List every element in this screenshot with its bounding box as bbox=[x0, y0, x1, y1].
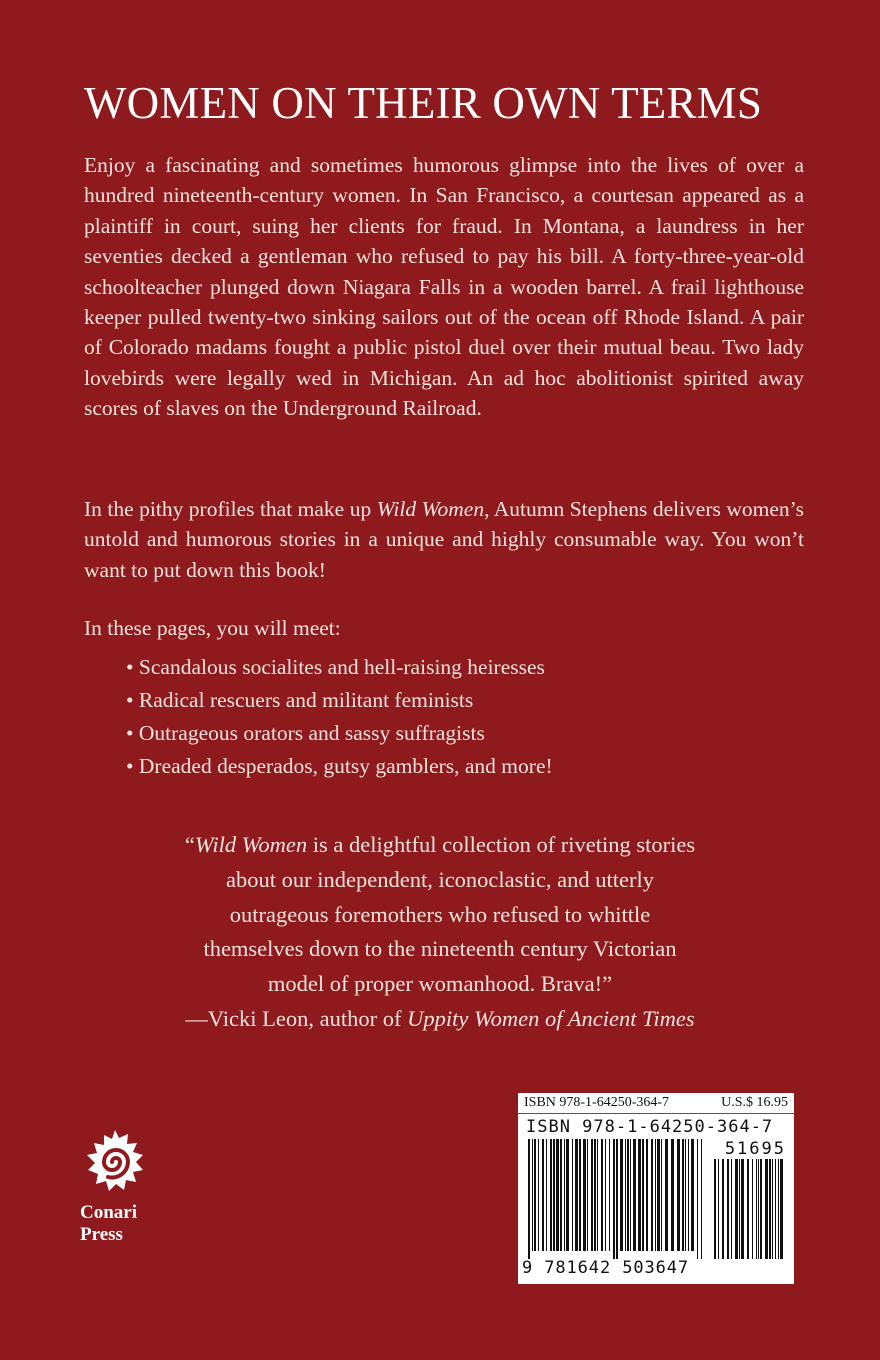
barcode-bar bbox=[538, 1139, 539, 1251]
barcode-bar bbox=[542, 1139, 544, 1251]
barcode-bar bbox=[752, 1159, 753, 1259]
quote-line: themselves down to the nineteenth century Victorian bbox=[203, 936, 677, 962]
bullets-intro: In these pages, you will meet: bbox=[84, 616, 341, 640]
ean-digits: 9 781642 503647 bbox=[522, 1258, 690, 1278]
quote-line bbox=[80, 828, 800, 863]
quote-book-title: Wild Women bbox=[194, 832, 308, 857]
barcode-bar bbox=[605, 1139, 606, 1251]
bullet-list bbox=[126, 651, 553, 783]
publisher-name-line2: Press bbox=[80, 1224, 123, 1245]
barcode-bar bbox=[778, 1159, 779, 1259]
barcode-bar bbox=[613, 1139, 615, 1259]
bullet-item: • Radical rescuers and militant feminists bbox=[126, 688, 474, 712]
barcode-bar bbox=[769, 1159, 771, 1259]
barcode-bar bbox=[691, 1139, 694, 1251]
barcode-bar bbox=[731, 1159, 732, 1259]
barcode-bar bbox=[638, 1139, 641, 1251]
barcode-bar bbox=[630, 1139, 631, 1251]
quote-line1-text: is a delightful collection of riveting stories bbox=[307, 832, 696, 857]
barcode-bar bbox=[534, 1139, 536, 1251]
barcode-bar bbox=[651, 1139, 653, 1251]
summary-paragraph bbox=[84, 494, 804, 585]
barcode-bar bbox=[655, 1139, 656, 1251]
publisher-logo bbox=[78, 1128, 158, 1246]
barcode-bar bbox=[553, 1139, 555, 1251]
description-paragraph: Enjoy a fascinating and sometimes humorous glimpse into the lives of over a hundred nineteenth-century women. In San Francisco, a courtesan appeared as a plaintiff in court, suing her clients for fraud. In Montana, a laundress in her seventies decked a gentleman who refused to pay his bill. A forty-three-year-old schoolteacher plunged down Niagara Falls in a wooden barrel. A frail lighthouse keeper pulled twenty-two sinking sailors out of the ocean off Rhode Island. A pair of Colorado madams fought a public pistol duel over their mutual beau. Two lady lovebirds were legally wed in Michigan. An ad hoc abolitionist spirited away scores of slaves on the Underground Railroad. bbox=[84, 153, 804, 421]
publisher-name-line1: Conari bbox=[80, 1202, 137, 1223]
price-label: U.S.$ 16.95 bbox=[721, 1095, 788, 1110]
barcode-bar bbox=[665, 1139, 668, 1251]
barcode-bar bbox=[685, 1139, 686, 1251]
barcode-bar bbox=[682, 1139, 684, 1251]
barcode-bar bbox=[677, 1139, 680, 1251]
barcode-bar bbox=[625, 1139, 626, 1251]
barcode-bar bbox=[546, 1139, 547, 1251]
quote-open-mark: “ bbox=[184, 832, 195, 857]
barcode-bar bbox=[572, 1139, 573, 1251]
barcode-bar bbox=[620, 1139, 623, 1251]
barcode-bar bbox=[583, 1139, 586, 1251]
barcode-bar bbox=[760, 1159, 762, 1259]
barcode-bar bbox=[758, 1159, 759, 1259]
attribution-book-title: Uppity Women of Ancient Times bbox=[407, 1005, 695, 1031]
barcode-bar bbox=[575, 1139, 578, 1251]
quote-line: model of proper womanhood. Brava!” bbox=[267, 971, 613, 997]
bullet-item: • Dreaded desperados, gutsy gamblers, and more! bbox=[126, 754, 553, 778]
barcode-bar bbox=[756, 1159, 757, 1259]
quote-line: outrageous foremothers who refused to whittle bbox=[229, 901, 651, 927]
isbn-barcode-text: ISBN 978-1-64250-364-7 bbox=[526, 1117, 774, 1137]
barcode-bar bbox=[556, 1139, 559, 1251]
barcode-bar bbox=[616, 1139, 618, 1259]
barcode-bar bbox=[587, 1139, 588, 1251]
barcode-bar bbox=[591, 1139, 593, 1251]
barcode-bar bbox=[627, 1139, 629, 1251]
barcode-bar bbox=[671, 1139, 674, 1251]
endorsement-quote bbox=[80, 828, 800, 1037]
barcode-bar bbox=[747, 1159, 749, 1259]
summary-text-before: In the pithy profiles that make up bbox=[84, 497, 377, 521]
barcode-bar bbox=[688, 1139, 689, 1251]
barcode-bar bbox=[642, 1139, 644, 1251]
barcode-bar bbox=[633, 1139, 636, 1251]
barcode-bar bbox=[772, 1159, 773, 1259]
isbn-label: ISBN 978-1-64250-364-7 bbox=[524, 1095, 670, 1110]
bullet-item: • Outrageous orators and sassy suffragists bbox=[126, 721, 485, 745]
spiral-flame-logo-icon bbox=[82, 1128, 148, 1198]
barcode-bar bbox=[609, 1139, 610, 1251]
barcode-bar bbox=[564, 1139, 565, 1251]
barcode-bar bbox=[597, 1139, 598, 1251]
barcode-bar bbox=[601, 1139, 603, 1251]
book-title: Wild Women bbox=[376, 497, 485, 521]
barcode-bar bbox=[657, 1139, 660, 1251]
barcode-bar bbox=[765, 1159, 768, 1259]
isbn-price-row bbox=[518, 1093, 794, 1114]
barcode-bar bbox=[560, 1139, 562, 1251]
attribution-prefix: —Vicki Leon, author of bbox=[185, 1005, 408, 1031]
summary-text-after: , Autumn Stephens delivers women’s untold and humorous stories in a unique and highly consumable way. You won’t want to put down this book! bbox=[84, 497, 804, 582]
barcode-bar bbox=[661, 1139, 662, 1251]
barcode-bar bbox=[727, 1159, 729, 1259]
barcode-bars bbox=[526, 1139, 788, 1259]
quote-attribution bbox=[80, 1002, 800, 1037]
barcode-bar bbox=[646, 1139, 648, 1251]
barcode-bar bbox=[741, 1159, 744, 1259]
barcode-bar bbox=[780, 1159, 783, 1259]
barcode-bar bbox=[566, 1139, 569, 1251]
barcode-bar bbox=[735, 1159, 738, 1259]
barcode-bar bbox=[718, 1159, 719, 1259]
barcode-bar bbox=[532, 1139, 533, 1251]
headline: WOMEN ON THEIR OWN TERMS bbox=[84, 78, 763, 128]
barcode-bar bbox=[579, 1139, 581, 1251]
quote-line: about our independent, iconoclastic, and utterly bbox=[226, 866, 654, 892]
barcode-bar bbox=[775, 1159, 776, 1259]
barcode-bar bbox=[701, 1139, 702, 1259]
barcode-bar bbox=[722, 1159, 724, 1259]
price-code: 51695 bbox=[724, 1139, 786, 1159]
barcode-bar bbox=[697, 1139, 698, 1259]
bullet-item: • Scandalous socialites and hell-raising heiresses bbox=[126, 655, 545, 679]
barcode-bar bbox=[594, 1139, 596, 1251]
barcode-box bbox=[518, 1093, 794, 1284]
barcode-bar bbox=[528, 1139, 530, 1259]
barcode-bar bbox=[714, 1159, 716, 1259]
barcode-bar bbox=[739, 1159, 740, 1259]
barcode-bar bbox=[550, 1139, 552, 1251]
